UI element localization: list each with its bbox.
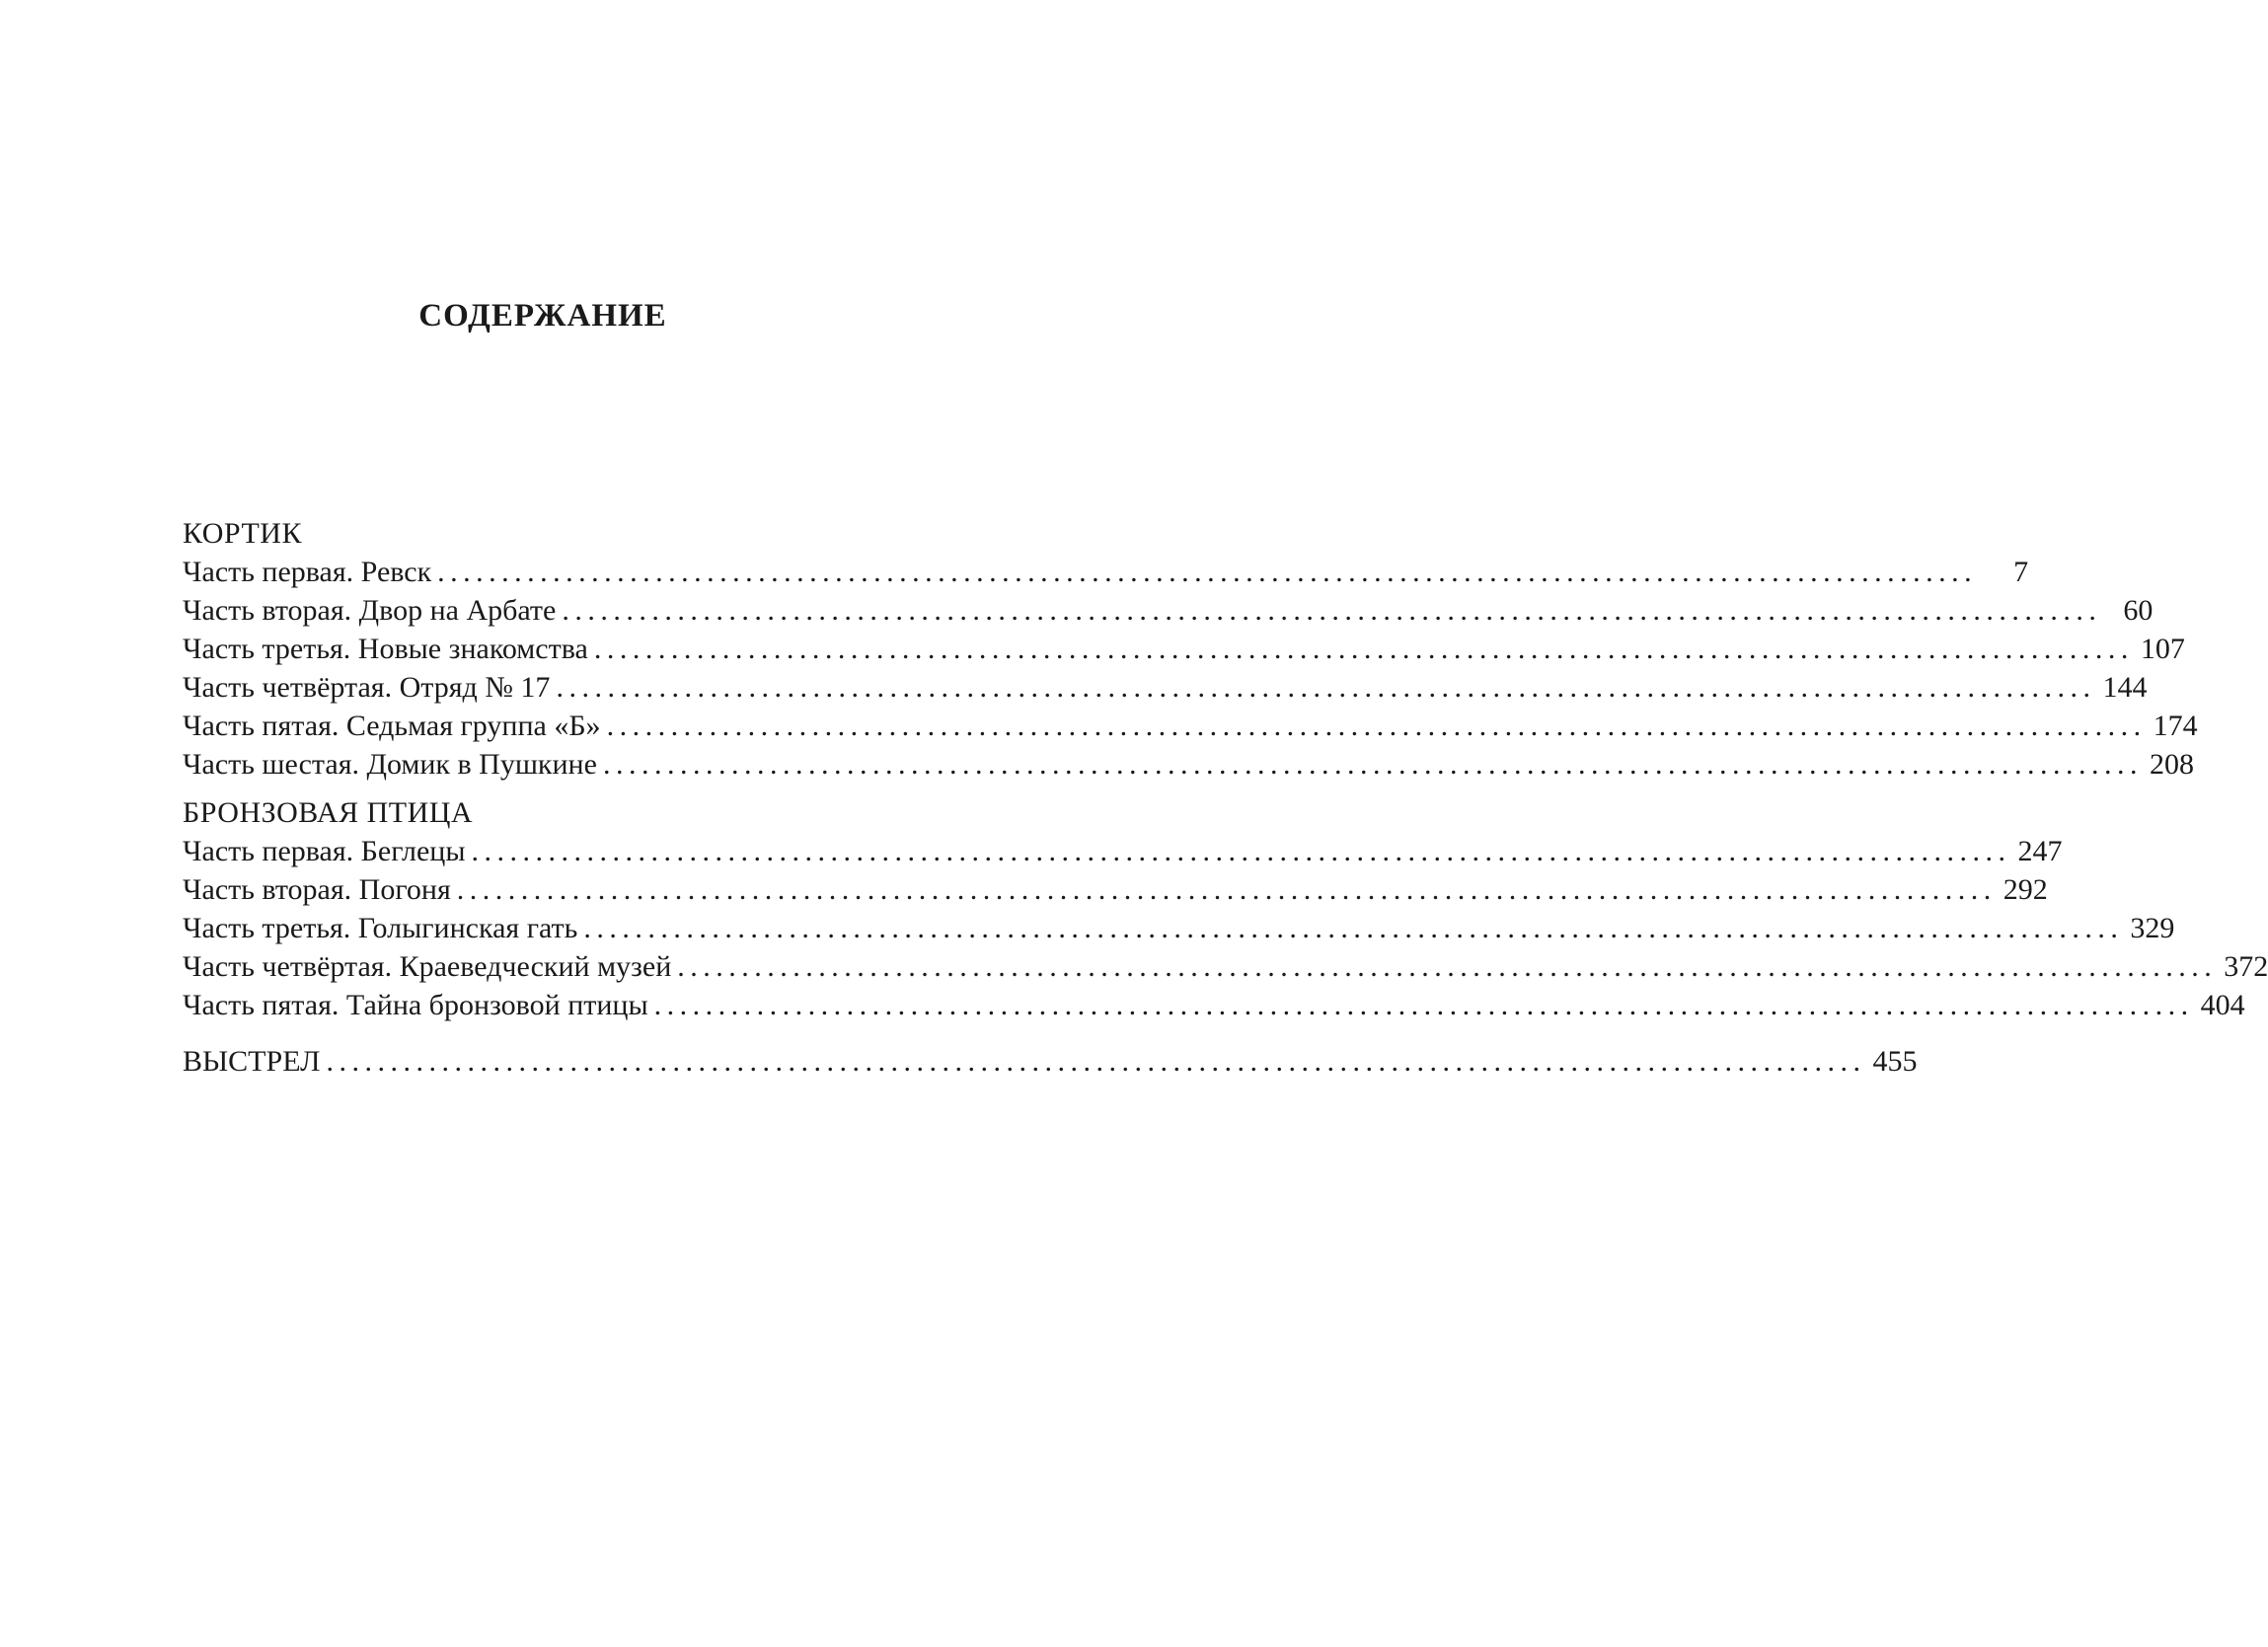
entry-title: Часть третья. Голыгинская гать xyxy=(183,912,578,944)
toc-section-kortik xyxy=(183,514,2198,784)
dot-leader: ........................................................................................................................ xyxy=(437,556,1978,588)
toc-entry[interactable] xyxy=(183,870,2048,909)
dot-leader: ........................................................................................................................ xyxy=(653,989,2194,1021)
entry-page-number: 292 xyxy=(2003,873,2048,906)
entry-page-number: 144 xyxy=(2102,671,2148,704)
entry-title: Часть третья. Новые знакомства xyxy=(183,633,588,665)
table-of-contents xyxy=(183,514,2268,1081)
toc-entry-vystrel[interactable] xyxy=(183,1042,1918,1081)
page-title: СОДЕРЖАНИЕ xyxy=(418,298,667,334)
entry-page-number: 208 xyxy=(2149,748,2194,781)
dot-leader: ........................................................................................................................ xyxy=(606,710,2147,742)
entry-title: Часть пятая. Седьмая группа «Б» xyxy=(183,710,601,742)
section-heading: КОРТИК xyxy=(183,517,302,550)
entry-title: ВЫСТРЕЛ xyxy=(183,1045,321,1078)
entry-title: Часть вторая. Погоня xyxy=(183,873,451,906)
entry-title: Часть шестая. Домик в Пушкине xyxy=(183,748,597,781)
entry-page-number: 107 xyxy=(2140,633,2185,665)
entry-page-number: 7 xyxy=(2013,556,2029,588)
entry-title: Часть пятая. Тайна бронзовой птицы xyxy=(183,989,648,1021)
entry-title: Часть первая. Беглецы xyxy=(183,835,466,867)
entry-page-number: 60 xyxy=(2123,594,2154,627)
toc-entry[interactable] xyxy=(183,553,2029,591)
toc-entry[interactable] xyxy=(183,745,2194,784)
entry-title: Часть вторая. Двор на Арбате xyxy=(183,594,557,627)
section-heading: БРОНЗОВАЯ ПТИЦА xyxy=(183,796,474,829)
entry-page-number: 404 xyxy=(2200,989,2245,1021)
dot-leader: ........................................................................................................................ xyxy=(556,671,2096,704)
dot-leader: ........................................................................................................................ xyxy=(562,594,2102,627)
entry-title: Часть четвёртая. Отряд № 17 xyxy=(183,671,551,704)
toc-entry[interactable] xyxy=(183,947,2268,986)
entry-page-number: 247 xyxy=(2017,835,2063,867)
toc-entry[interactable] xyxy=(183,591,2154,630)
section-spacer xyxy=(183,784,966,793)
dot-leader: ........................................................................................................................ xyxy=(677,950,2218,983)
dot-leader: ........................................................................................................................ xyxy=(326,1045,1866,1078)
dot-leader: ........................................................................................................................ xyxy=(456,873,1997,906)
toc-entry[interactable] xyxy=(183,986,2245,1024)
entry-page-number: 372 xyxy=(2224,950,2268,983)
entry-title: Часть четвёртая. Краеведческий музей xyxy=(183,950,672,983)
toc-entry[interactable] xyxy=(183,909,2175,947)
toc-section-bronze-bird xyxy=(183,793,2268,1024)
section-spacer xyxy=(183,1024,966,1042)
toc-entry[interactable] xyxy=(183,832,2063,870)
dot-leader: ........................................................................................................................ xyxy=(471,835,2011,867)
entry-page-number: 455 xyxy=(1872,1045,1918,1078)
entry-title: Часть первая. Ревск xyxy=(183,556,432,588)
entry-page-number: 174 xyxy=(2153,710,2198,742)
toc-entry[interactable] xyxy=(183,630,2185,668)
toc-entry[interactable] xyxy=(183,668,2148,707)
dot-leader: ........................................................................................................................ xyxy=(602,748,2143,781)
dot-leader: ........................................................................................................................ xyxy=(593,633,2134,665)
entry-page-number: 329 xyxy=(2130,912,2175,944)
toc-entry[interactable] xyxy=(183,707,2198,745)
dot-leader: ........................................................................................................................ xyxy=(583,912,2124,944)
